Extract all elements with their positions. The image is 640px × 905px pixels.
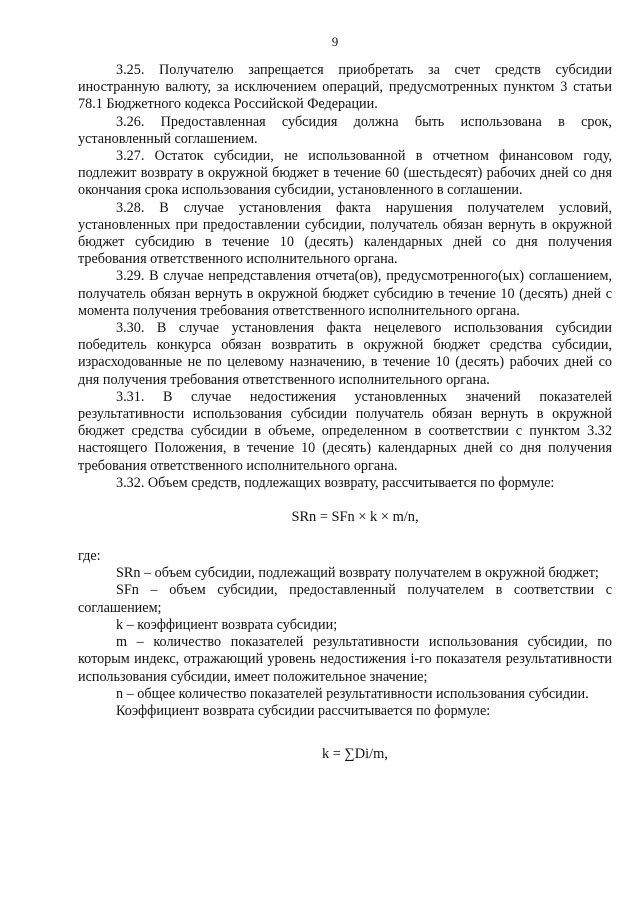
definition-sfn: SFn – объем субсидии, предоставленный получателем в соответствии с соглашением; [78,582,612,616]
where-label: где: [78,548,101,565]
paragraph-3-31: 3.31. В случае недостижения установленных значений показателей результативности использования субсидии получатель обязан вернуть в окружной бюджет средства субсидии в объеме, определенном в соответствии с пунктом 3.32 настоящего Положения, в течение 10 (десять) календарных дней со дня получения требования ответственного исполнительного органа. [78,388,612,474]
paragraph-3-28: 3.28. В случае установления факта нарушения получателем условий, установленных при предоставлении субсидии, получатель обязан вернуть в окружной бюджет субсидию в течение 10 (десять) календарных дней со дня получения требования ответственного исполнительного органа. [78,199,612,268]
coefficient-intro: Коэффициент возврата субсидии рассчитывается по формуле: [116,702,491,719]
formula-k: k = ∑Di/m, [322,746,388,763]
paragraph-3-32: 3.32. Объем средств, подлежащих возврату, рассчитывается по формуле: [116,474,555,491]
paragraph-3-27: 3.27. Остаток субсидии, не использованной в отчетном финансовом году, подлежит возврату в окружной бюджет в течение 60 (шестьдесят) рабочих дней со дня окончания срока использования субсидии, установленного в соглашении. [78,148,612,199]
definition-n: n – общее количество показателей результативности использования субсидии. [116,685,589,702]
paragraph-3-25: 3.25. Получателю запрещается приобретать за счет средств субсидии иностранную валюту, за исключением операций, предусмотренных пунктом 3 статьи 78.1 Бюджетного кодекса Российской Федерации. [78,62,612,113]
page-number: 9 [331,34,339,49]
definition-k: k – коэффициент возврата субсидии; [116,616,338,633]
paragraph-3-30: 3.30. В случае установления факта нецелевого использования субсидии победитель конкурса обязан возвратить в окружной бюджет средства субсидии, израсходованные не по целевому назначению, в течение 10 (десять) рабочих дней со дня получения требования ответственного исполнительного органа. [78,320,612,388]
definition-m: m – количество показателей результативности использования субсидии, по которым индекс, отражающий уровень недостижения i-го показателя результативности использования субсидии, имеет положительное значение; [78,634,612,685]
paragraph-3-29: 3.29. В случае непредставления отчета(ов), предусмотренного(ых) соглашением, получатель обязан вернуть в окружной бюджет субсидию в течение 10 (десять) дней с момента получения требования ответственного исполнительного органа. [78,268,612,319]
definition-srn: SRn – объем субсидии, подлежащий возврату получателем в окружной бюджет; [116,565,599,582]
paragraph-3-26: 3.26. Предоставленная субсидия должна быть использована в срок, установленный соглашением. [78,113,612,147]
formula-srn: SRn = SFn × k × m/n, [291,509,419,526]
